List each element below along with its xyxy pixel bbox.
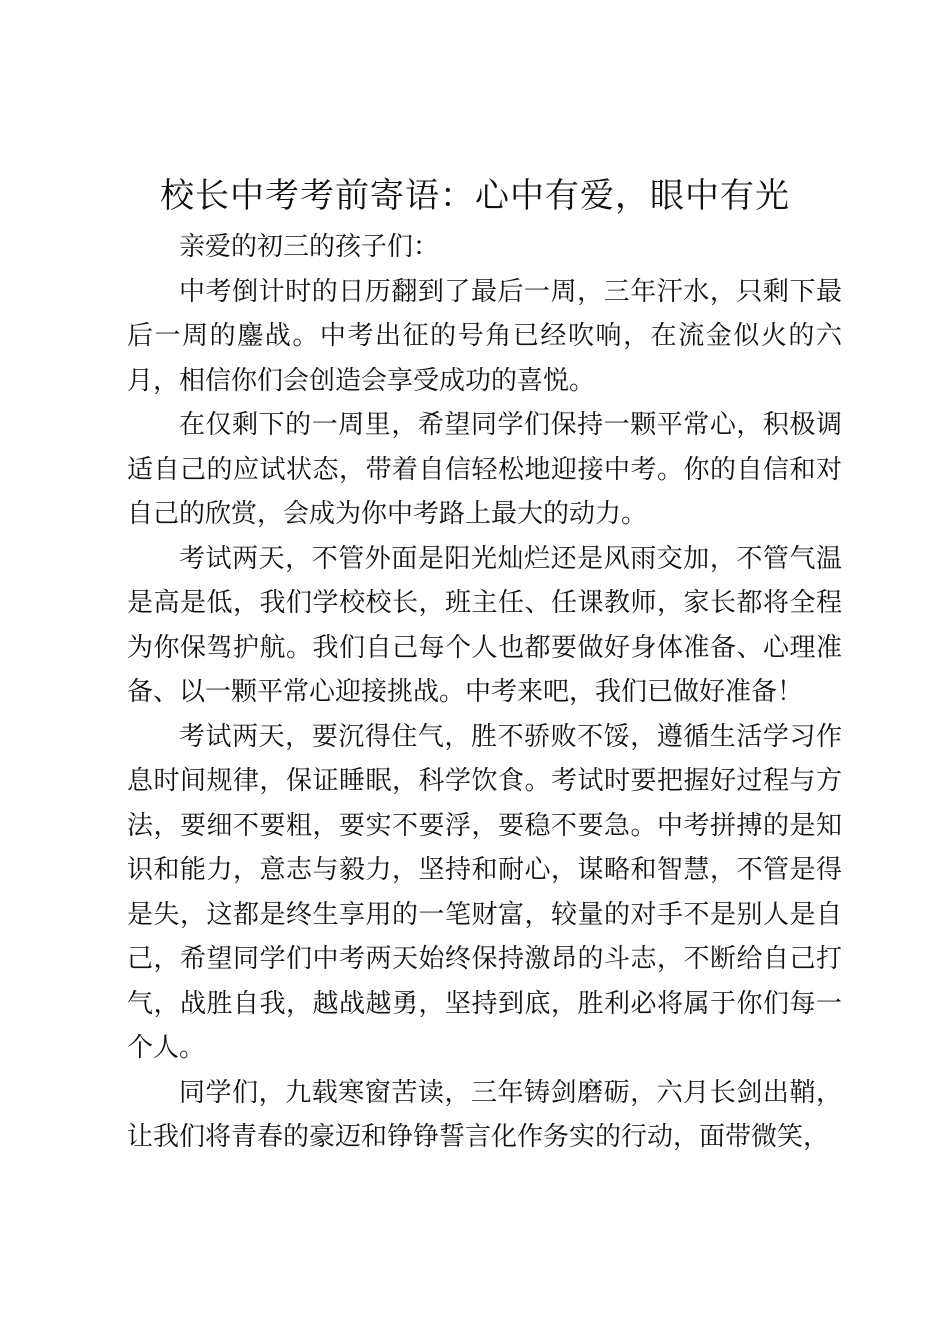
paragraph: 考试两天，不管外面是阳光灿烂还是风雨交加，不管气温是高是低，我们学校校长，班主任、任课教师，家长都将全程为你保驾护航。我们自己每个人也都要做好身体准备、心理准备、以一颗平常心迎接挑战。中考来吧，我们已做好准备！ [127,543,842,707]
paragraph: 在仅剩下的一周里，希望同学们保持一颗平常心，积极调适自己的应试状态，带着自信轻松地迎接中考。你的自信和对自己的欣赏，会成为你中考路上最大的动力。 [127,410,842,529]
document-body [127,225,842,1160]
paragraph: 中考倒计时的日历翻到了最后一周，三年汗水，只剩下最后一周的鏖战。中考出征的号角已经吹响，在流金似火的六月，相信你们会创造会享受成功的喜悦。 [127,276,842,396]
document-title: 校长中考考前寄语：心中有爱，眼中有光 [160,176,790,216]
paragraph: 考试两天，要沉得住气，胜不骄败不馁，遵循生活学习作息时间规律，保证睡眠，科学饮食。考试时要把握好过程与方法，要细不要粗，要实不要浮，要稳不要急。中考拼搏的是知识和能力，意志与毅力，坚持和耐心，谋略和智慧，不管是得是失，这都是终生享用的一笔财富，较量的对手不是别人是自己，希望同学们中考两天始终保持激昂的斗志，不断给自己打气，战胜自我，越战越勇，坚持到底，胜利必将属于你们每一个人。 [127,721,842,1063]
paragraph: 同学们，九载寒窗苦读，三年铸剑磨砺，六月长剑出鞘，让我们将青春的豪迈和铮铮誓言化作务实的行动，面带微笑， [127,1077,842,1152]
salutation: 亲爱的初三的孩子们： [179,232,440,262]
